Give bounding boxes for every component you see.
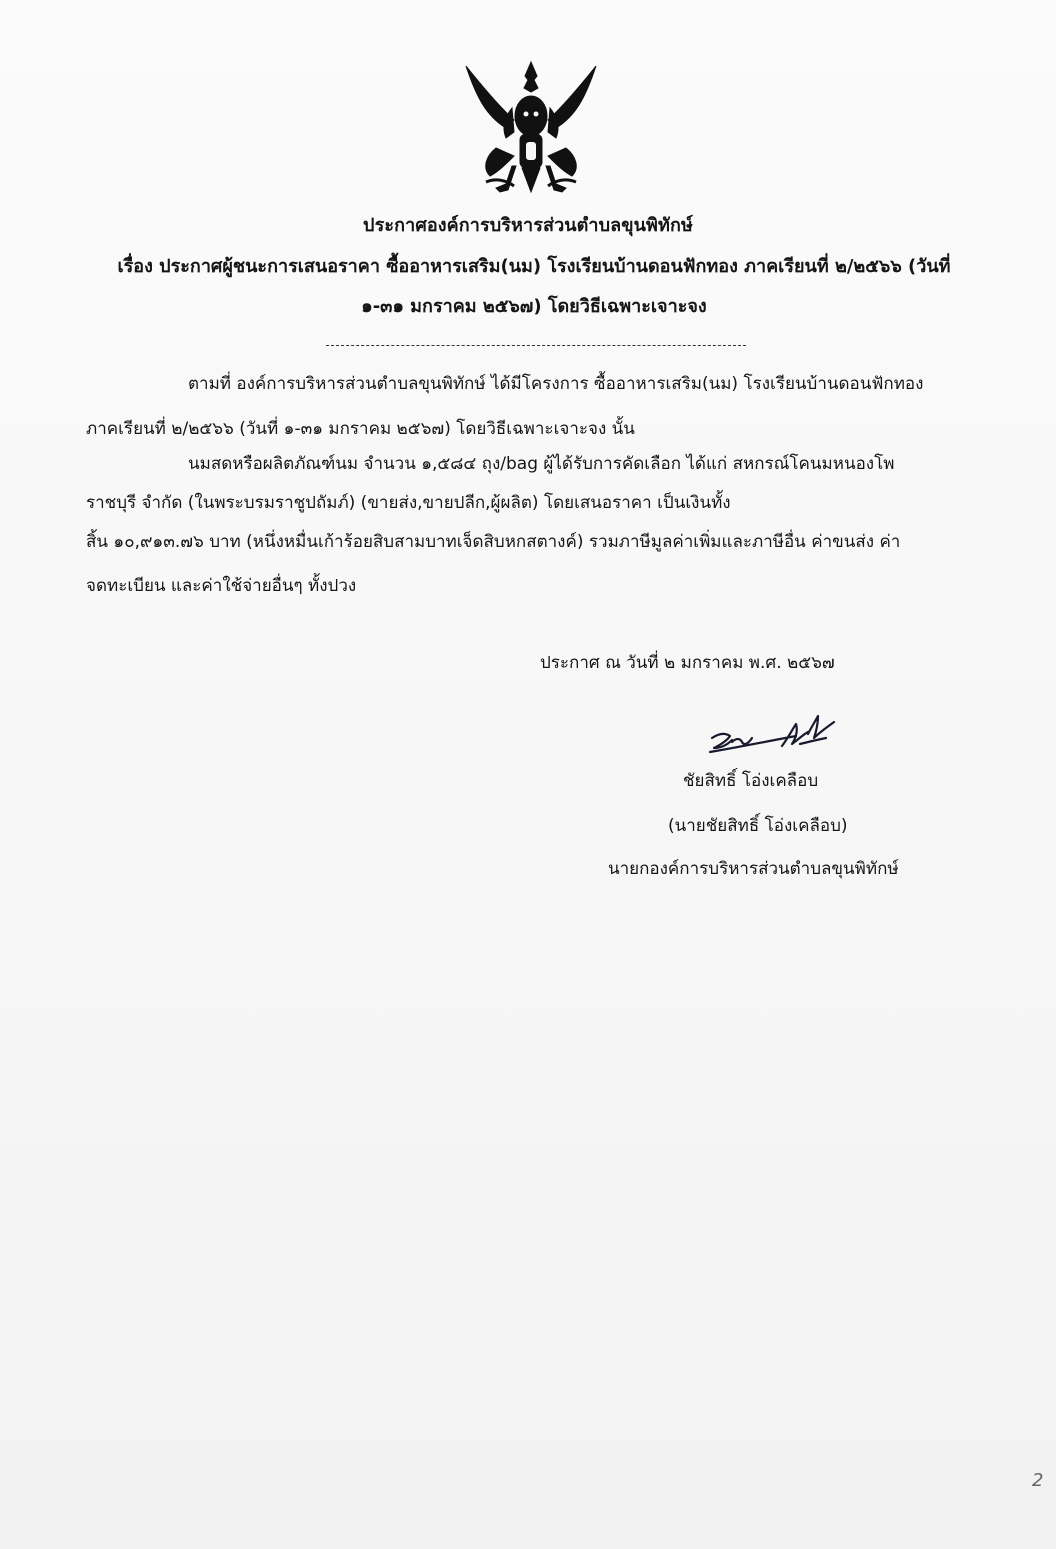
title-divider <box>326 345 746 346</box>
paragraph-2-line-4: จดทะเบียน และค่าใช้จ่ายอื่นๆ ทั้งปวง <box>86 576 357 596</box>
announcement-subject <box>90 247 978 327</box>
page-number-mark: 2 <box>1032 1470 1044 1491</box>
paragraph-2-line-2: ราชบุรี จำกัด (ในพระบรมราชูปถัมภ์) (ขายส่ง,ขายปลีก,ผู้ผลิต) โดยเสนอราคา เป็นเงินทั้ง <box>86 493 731 513</box>
paragraph-2-line-3: สิ้น ๑๐,๙๑๓.๗๖ บาท (หนึ่งหมื่นเก้าร้อยสิบสามบาทเจ็ดสิบหกสตางค์) รวมภาษีมูลค่าเพิ่มและภาษีอื่น ค่าขนส่ง ค่า <box>86 532 901 552</box>
paragraph-2-line-1: นมสดหรือผลิตภัณฑ์นม จำนวน ๑,๕๘๔ ถุง/bag ผู้ได้รับการคัดเลือก ได้แก่ สหกรณ์โคนมหนองโพ <box>188 454 895 474</box>
announce-date: ประกาศ ณ วันที่ ๒ มกราคม พ.ศ. ๒๕๖๗ <box>540 653 835 673</box>
signer-name: ชัยสิทธิ์ โอ่งเคลือบ <box>683 771 819 791</box>
subject-line-2: ๑-๓๑ มกราคม ๒๕๖๗) โดยวิธีเฉพาะเจาะจง <box>361 296 707 317</box>
announcement-title: ประกาศองค์การบริหารส่วนตำบลขุนพิทักษ์ <box>363 215 693 236</box>
garuda-emblem <box>456 56 606 204</box>
handwritten-signature <box>704 708 854 764</box>
signer-full-name: (นายชัยสิทธิ์ โอ่งเคลือบ) <box>668 816 848 836</box>
subject-line-1: เรื่อง ประกาศผู้ชนะการเสนอราคา ซื้ออาหารเสริม(นม) โรงเรียนบ้านดอนฟักทอง ภาคเรียนที่ ๒/๒๕๖๖ (วันที่ <box>117 256 951 277</box>
signer-position: นายกองค์การบริหารส่วนตำบลขุนพิทักษ์ <box>608 859 899 879</box>
paragraph-1-line-2: ภาคเรียนที่ ๒/๒๕๖๖ (วันที่ ๑-๓๑ มกราคม ๒๕๖๗) โดยวิธีเฉพาะเจาะจง นั้น <box>86 419 635 439</box>
paragraph-1-line-1: ตามที่ องค์การบริหารส่วนตำบลขุนพิทักษ์ ได้มีโครงการ ซื้ออาหารเสริม(นม) โรงเรียนบ้านดอนฟักทอง <box>188 374 924 394</box>
